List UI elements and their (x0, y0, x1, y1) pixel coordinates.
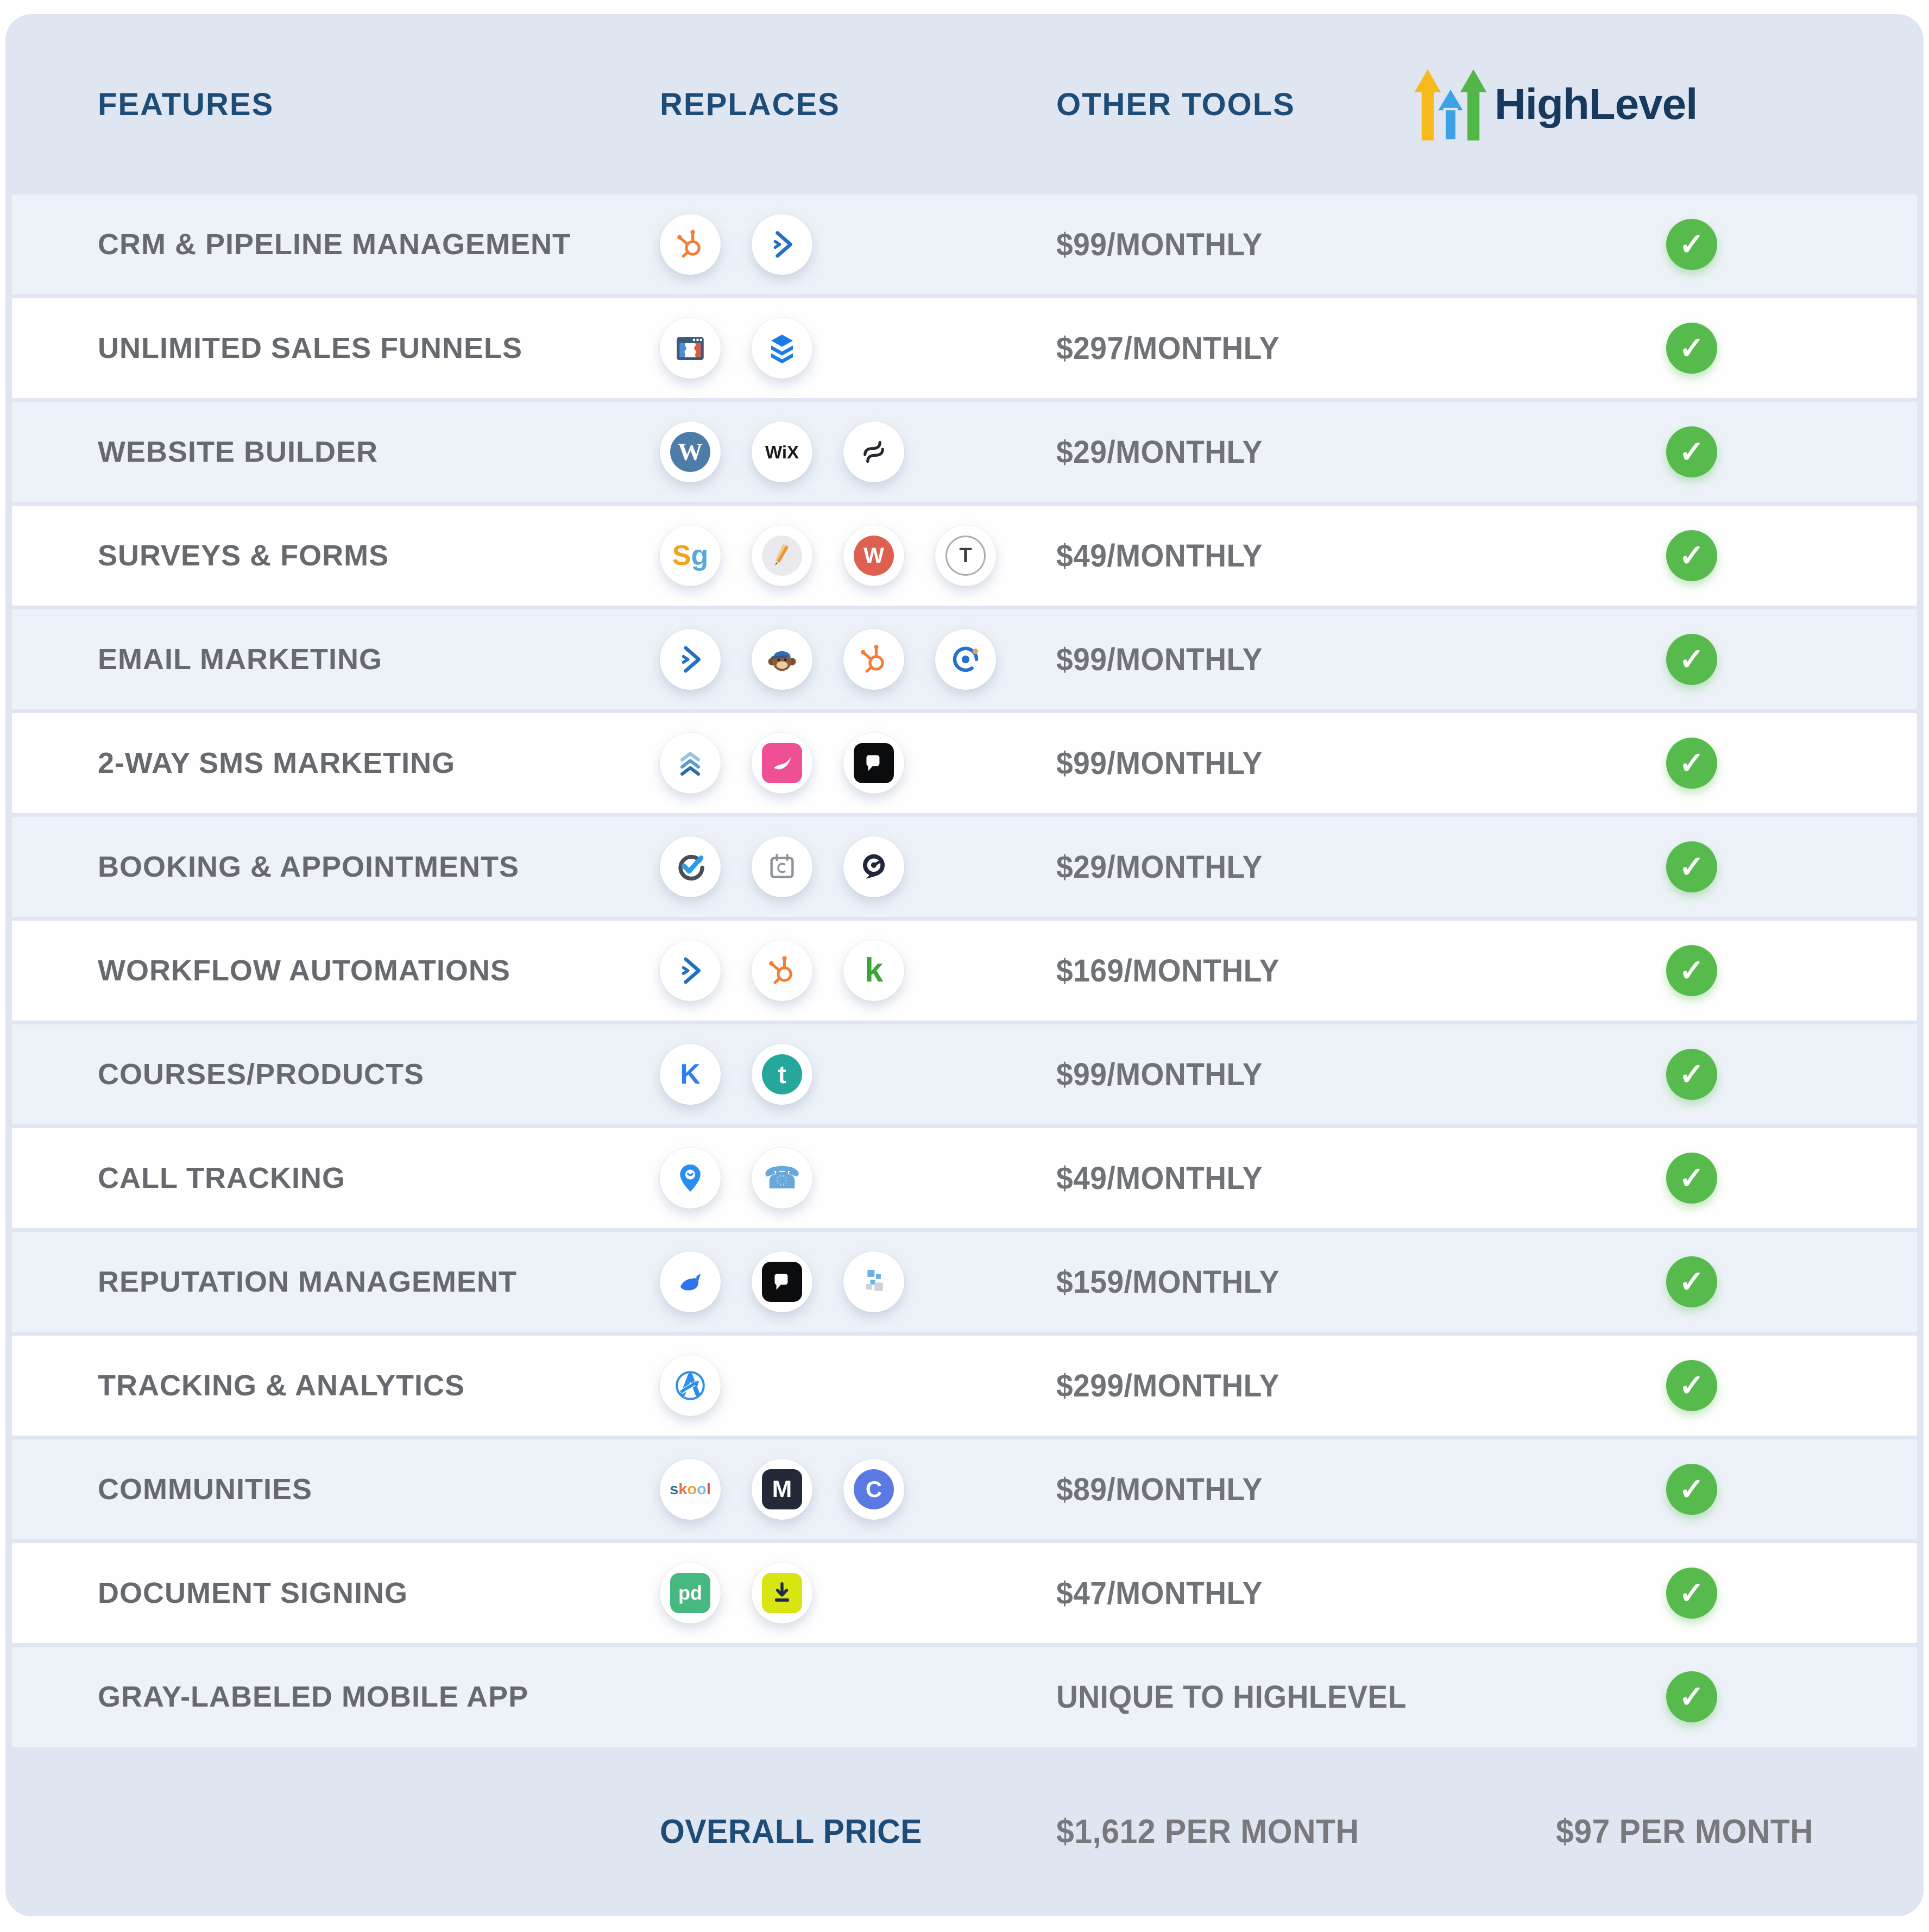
feature-label: TRACKING & ANALYTICS (98, 1369, 465, 1402)
highlevel-logo (1412, 66, 1917, 143)
acuity-icon (843, 836, 904, 897)
sms-chevrons-icon (660, 733, 721, 794)
feature-label: WORKFLOW AUTOMATIONS (98, 954, 510, 987)
included-check-icon: ✓ (1666, 1360, 1717, 1411)
feature-label: CRM & PIPELINE MANAGEMENT (98, 228, 571, 261)
clickfunnels-icon (660, 318, 721, 379)
other-tools-price: $99/MONTHLY (1056, 745, 1263, 781)
included-check-icon: ✓ (1666, 219, 1717, 270)
podium-icon (752, 1251, 812, 1312)
feature-row (12, 298, 1917, 398)
feature-row (12, 1336, 1917, 1436)
surveygizmo-icon: Sg (660, 525, 721, 586)
replaces-icons (660, 1251, 1056, 1312)
replaces-icons (660, 1459, 1056, 1520)
highlevel-total: $97 PER MONTH (1556, 1813, 1814, 1851)
feature-label: UNLIMITED SALES FUNNELS (98, 332, 523, 364)
pandadoc-icon: pd (660, 1563, 721, 1623)
replaces-icons (660, 1148, 1056, 1209)
calltracking-phone-icon: ☎ (752, 1148, 812, 1209)
brand-name: HighLevel (1495, 80, 1698, 128)
column-header-features: FEATURES (98, 86, 274, 122)
activecampaign-icon (660, 629, 721, 690)
feature-label: 2-WAY SMS MARKETING (98, 747, 456, 779)
replaces-icons (660, 1044, 1056, 1105)
table-header (5, 14, 1924, 194)
feature-row (12, 921, 1917, 1021)
other-tools-price: $47/MONTHLY (1056, 1575, 1263, 1611)
feature-row (12, 194, 1917, 294)
form-pencil-icon (752, 525, 812, 586)
other-tools-price: $299/MONTHLY (1056, 1368, 1279, 1404)
typeform-icon: T (935, 525, 996, 586)
included-check-icon: ✓ (1666, 323, 1717, 374)
included-check-icon: ✓ (1666, 945, 1717, 996)
feature-row (12, 713, 1917, 813)
other-tools-price: $29/MONTHLY (1056, 849, 1263, 885)
other-tools-price: $49/MONTHLY (1056, 1160, 1263, 1196)
hubspot-icon (660, 214, 721, 275)
other-tools-price: $49/MONTHLY (1056, 538, 1263, 574)
circle-community-icon: C (843, 1459, 904, 1520)
other-tools-price: $99/MONTHLY (1056, 1056, 1263, 1092)
replaces-icons (660, 836, 1056, 897)
included-check-icon: ✓ (1666, 1049, 1717, 1100)
feature-label: EMAIL MARKETING (98, 643, 382, 676)
footer-row (5, 1747, 1924, 1916)
other-tools-price: $99/MONTHLY (1056, 641, 1263, 677)
feature-row (12, 1024, 1917, 1124)
podium-icon (843, 733, 904, 794)
included-check-icon: ✓ (1666, 530, 1717, 581)
feature-row (12, 1647, 1917, 1747)
calendly-check-icon (660, 836, 721, 897)
feature-row (12, 506, 1917, 606)
other-tools-price: $297/MONTHLY (1056, 330, 1279, 366)
included-check-icon: ✓ (1666, 841, 1717, 892)
comparison-table-card (5, 14, 1924, 1916)
feature-label: COURSES/PRODUCTS (98, 1058, 425, 1091)
feature-label: COMMUNITIES (98, 1473, 312, 1506)
included-check-icon: ✓ (1666, 1153, 1717, 1204)
other-tools-price: $99/MONTHLY (1056, 226, 1263, 262)
feature-row (12, 402, 1917, 502)
constantcontact-icon (935, 629, 996, 690)
feature-label: CALL TRACKING (98, 1162, 345, 1194)
hubspot-icon (843, 629, 904, 690)
keap-icon: k (843, 940, 904, 1001)
feature-rows (5, 194, 1924, 1747)
feature-label: REPUTATION MANAGEMENT (98, 1266, 517, 1298)
replaces-icons (660, 1563, 1056, 1623)
included-check-icon: ✓ (1666, 1671, 1717, 1722)
overall-price-label: OVERALL PRICE (660, 1813, 922, 1851)
included-check-icon: ✓ (1666, 738, 1717, 789)
replaces-icons (660, 421, 1056, 482)
feature-label: GRAY-LABELED MOBILE APP (98, 1681, 529, 1713)
feature-row (12, 1232, 1917, 1332)
column-header-replaces: REPLACES (660, 86, 840, 122)
mailchimp-icon (752, 629, 812, 690)
other-tools-price: $159/MONTHLY (1056, 1264, 1279, 1300)
included-check-icon: ✓ (1666, 426, 1717, 477)
feature-label: DOCUMENT SIGNING (98, 1577, 408, 1609)
replaces-icons (660, 525, 1056, 586)
replaces-icons (660, 940, 1056, 1001)
included-check-icon: ✓ (1666, 634, 1717, 685)
activecampaign-icon (660, 940, 721, 1001)
feature-row (12, 817, 1917, 917)
esign-download-icon (752, 1563, 812, 1623)
feature-row (12, 609, 1917, 709)
replaces-icons (660, 1355, 1056, 1416)
other-tools-price: $169/MONTHLY (1056, 953, 1279, 989)
column-header-other-tools: OTHER TOOLS (1056, 86, 1295, 122)
texting-swoosh-icon (752, 733, 812, 794)
replaces-icons (660, 214, 1056, 275)
other-tools-price: UNIQUE TO HIGHLEVEL (1056, 1679, 1407, 1715)
other-tools-price: $29/MONTHLY (1056, 434, 1263, 470)
highlevel-arrows-icon (1412, 66, 1489, 143)
skool-icon: skool (660, 1459, 721, 1520)
kajabi-icon: K (660, 1044, 721, 1105)
wordpress-icon: W (660, 421, 721, 482)
wufoo-icon: W (843, 525, 904, 586)
included-check-icon: ✓ (1666, 1568, 1717, 1619)
feature-row (12, 1543, 1917, 1643)
replaces-icons (660, 629, 1056, 690)
replaces-icons (660, 318, 1056, 379)
feature-row (12, 1439, 1917, 1539)
other-tools-price: $89/MONTHLY (1056, 1471, 1263, 1507)
birdeye-icon (660, 1251, 721, 1312)
replaces-icons (660, 733, 1056, 794)
wix-icon: WiX (752, 421, 812, 482)
feature-label: BOOKING & APPOINTMENTS (98, 851, 520, 883)
activecampaign-icon (752, 214, 812, 275)
review-blocks-icon (843, 1251, 904, 1312)
hubspot-icon (752, 940, 812, 1001)
included-check-icon: ✓ (1666, 1256, 1717, 1307)
feature-label: SURVEYS & FORMS (98, 539, 389, 572)
mightynetworks-icon: M (752, 1459, 812, 1520)
feature-row (12, 1128, 1917, 1228)
calendar-icon (752, 836, 812, 897)
included-check-icon: ✓ (1666, 1464, 1717, 1515)
feature-label: WEBSITE BUILDER (98, 436, 379, 468)
teachable-icon: t (752, 1044, 812, 1105)
squarespace-icon (843, 421, 904, 482)
other-tools-total: $1,612 PER MONTH (1056, 1813, 1359, 1851)
leadpages-icon (752, 318, 812, 379)
agencyanalytics-icon (660, 1355, 721, 1416)
callrail-pin-icon (660, 1148, 721, 1209)
